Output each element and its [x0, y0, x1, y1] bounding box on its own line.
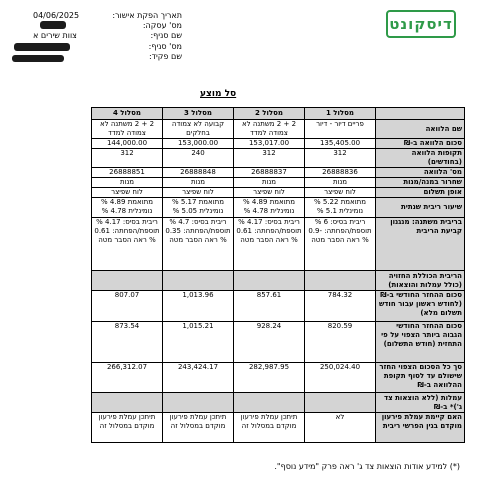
row-label: שחרור במנה/מנות [376, 178, 465, 188]
table-cell: 26888836 [305, 168, 376, 178]
row-label: סכום ההחזר החודשי ב-₪ (לחודש ראשון עבור חודש תשלום מלא) [376, 291, 465, 322]
table-cell: מנות [234, 178, 305, 188]
table-cell: 820.59 [305, 322, 376, 363]
table-cell: 312 [92, 149, 163, 168]
corner-cell [376, 108, 465, 120]
column-header: מסלול 3 [163, 108, 234, 120]
table-cell: מנות [305, 178, 376, 188]
table-cell: 2 + 2 משתנה לא צמודה למדד [234, 120, 305, 139]
table-cell: 250,024.40 [305, 363, 376, 393]
table-row [92, 218, 465, 271]
table-cell: תיתכן עמלת פירעון מוקדם במסלול זה [234, 413, 305, 443]
table-row [92, 120, 465, 139]
table-cell [163, 271, 234, 291]
redacted-clerk-name [12, 55, 64, 62]
table-cell: 857.61 [234, 291, 305, 322]
table-cell: 312 [305, 149, 376, 168]
table-cell: ריבית בסיס: 6 % תוספת/הפחתה: -0.9 % ראה הסבר מטה [305, 218, 376, 271]
table-cell [234, 271, 305, 291]
table-row [92, 393, 465, 413]
table-cell: פריים דיור - דיור [305, 120, 376, 139]
table-cell: 26888848 [163, 168, 234, 178]
table-cell: 240 [163, 149, 234, 168]
row-label: הריבית הכוללת החזויה (כולל עמלות והוצאות) [376, 271, 465, 291]
file-label: מס' עסקה: [142, 21, 182, 30]
table-cell: 266,312.07 [92, 363, 163, 393]
table-cell: מתואמת 5.17 % נומינלית 5.05 % [163, 198, 234, 218]
clerk-label: שם פקיד: [148, 52, 182, 61]
row-label: סכום הלוואה ב-₪ [376, 139, 465, 149]
row-label: האם קיימת עמלת פירעון מוקדם בגין הפרשי ריבית [376, 413, 465, 443]
row-label: שיעור ריבית שנתית [376, 198, 465, 218]
table-cell: 312 [234, 149, 305, 168]
column-header: מסלול 1 [305, 108, 376, 120]
table-header-row [92, 108, 465, 120]
table-row [92, 322, 465, 363]
table-row [92, 168, 465, 178]
table-cell: מתואמת 4.89 % נומינלית 4.78 % [234, 198, 305, 218]
table-row [92, 188, 465, 198]
table-cell: 243,424.17 [163, 363, 234, 393]
table-cell: 807.07 [92, 291, 163, 322]
column-header: מסלול 2 [234, 108, 305, 120]
table-cell: 873.54 [92, 322, 163, 363]
table-cell: ריבית בסיס: 4.7 % תוספת/הפחתה: 0.35 % ראה הסבר מטה [163, 218, 234, 271]
table-row [92, 413, 465, 443]
third-party-fees-footnote: (*) למידע אודות הוצאות צד ג' ראה פרק "מידע נוסף". [274, 462, 460, 471]
loan-offer-table [91, 107, 465, 443]
table-row [92, 178, 465, 188]
page-title: סל מוצע [200, 89, 237, 99]
table-cell: תיתכן עמלת פירעון מוקדם במסלול זה [92, 413, 163, 443]
table-cell [234, 393, 305, 413]
redacted-branch-number [14, 43, 70, 51]
table-cell: קבועה לא צמודה בחלקים [163, 120, 234, 139]
table-row [92, 271, 465, 291]
table-cell [163, 393, 234, 413]
redacted-file-number [40, 21, 66, 29]
row-label: בריבית משתנה: מנגנון קביעת הריבית [376, 218, 465, 271]
table-cell: 153,017.00 [234, 139, 305, 149]
table-row [92, 291, 465, 322]
table-cell [305, 393, 376, 413]
table-cell: 1,013.96 [163, 291, 234, 322]
table-cell: ריבית בסיס: 4.17 % תוספת/הפחתה: 0.61 % ראה הסבר מטה [92, 218, 163, 271]
row-label: אופן תשלום [376, 188, 465, 198]
discount-bank-logo: דיסקונט [386, 10, 456, 38]
table-cell: מנות [163, 178, 234, 188]
table-row [92, 363, 465, 393]
column-header: מסלול 4 [92, 108, 163, 120]
table-cell: מתואמת 4.89 % נומינלית 4.78 % [92, 198, 163, 218]
table-cell [305, 271, 376, 291]
table-cell: 26888837 [234, 168, 305, 178]
row-label: תקופות הלוואה (בחודשים) [376, 149, 465, 168]
table-cell [92, 393, 163, 413]
table-row [92, 149, 465, 168]
table-row [92, 198, 465, 218]
table-cell: 1,015.21 [163, 322, 234, 363]
row-label: מס' הלוואה [376, 168, 465, 178]
table-cell: 784.32 [305, 291, 376, 322]
table-cell: לוח שפיצר [163, 188, 234, 198]
table-cell: תיתכן עמלת פירעון מוקדם במסלול זה [163, 413, 234, 443]
branch-value: צוות שירים א [33, 31, 77, 40]
table-cell: 282,987.95 [234, 363, 305, 393]
table-cell: 153,000.00 [163, 139, 234, 149]
table-cell: לוח שפיצר [92, 188, 163, 198]
branch-number-label: מס' סניף: [148, 42, 182, 51]
table-cell: 928.24 [234, 322, 305, 363]
table-cell: לוח שפיצר [234, 188, 305, 198]
table-cell: 26888851 [92, 168, 163, 178]
table-cell: מתואמת 5.22 % נומינלית 5.1 % [305, 198, 376, 218]
date-label: תאריך הפקת אישור: [112, 11, 182, 20]
table-cell: ריבית בסיס: 4.17 % תוספת/הפחתה: 0.61 % ראה הסבר מטה [234, 218, 305, 271]
row-label: סך כל הסכום הצפוי החזר שישולם עד לסוף תקופת ההלוואה ב-₪ [376, 363, 465, 393]
table-row [92, 139, 465, 149]
row-label: עמלות (ללא הוצאות צד ג')* ב-₪ [376, 393, 465, 413]
table-cell: לא [305, 413, 376, 443]
table-cell [92, 271, 163, 291]
row-label: סכום ההחזר החודשי הגבוה ביותר הצפוי על פי התחזית (חודש התשלום) [376, 322, 465, 363]
branch-label: שם סניף: [150, 31, 182, 40]
table-cell: 144,000.00 [92, 139, 163, 149]
table-cell: מנות [92, 178, 163, 188]
date-value: 04/06/2025 [33, 11, 80, 20]
row-label: שם הלוואה [376, 120, 465, 139]
table-cell: 2 + 2 משתנה לא צמודה למדד [92, 120, 163, 139]
table-cell: 135,405.00 [305, 139, 376, 149]
table-cell: לוח שפיצר [305, 188, 376, 198]
